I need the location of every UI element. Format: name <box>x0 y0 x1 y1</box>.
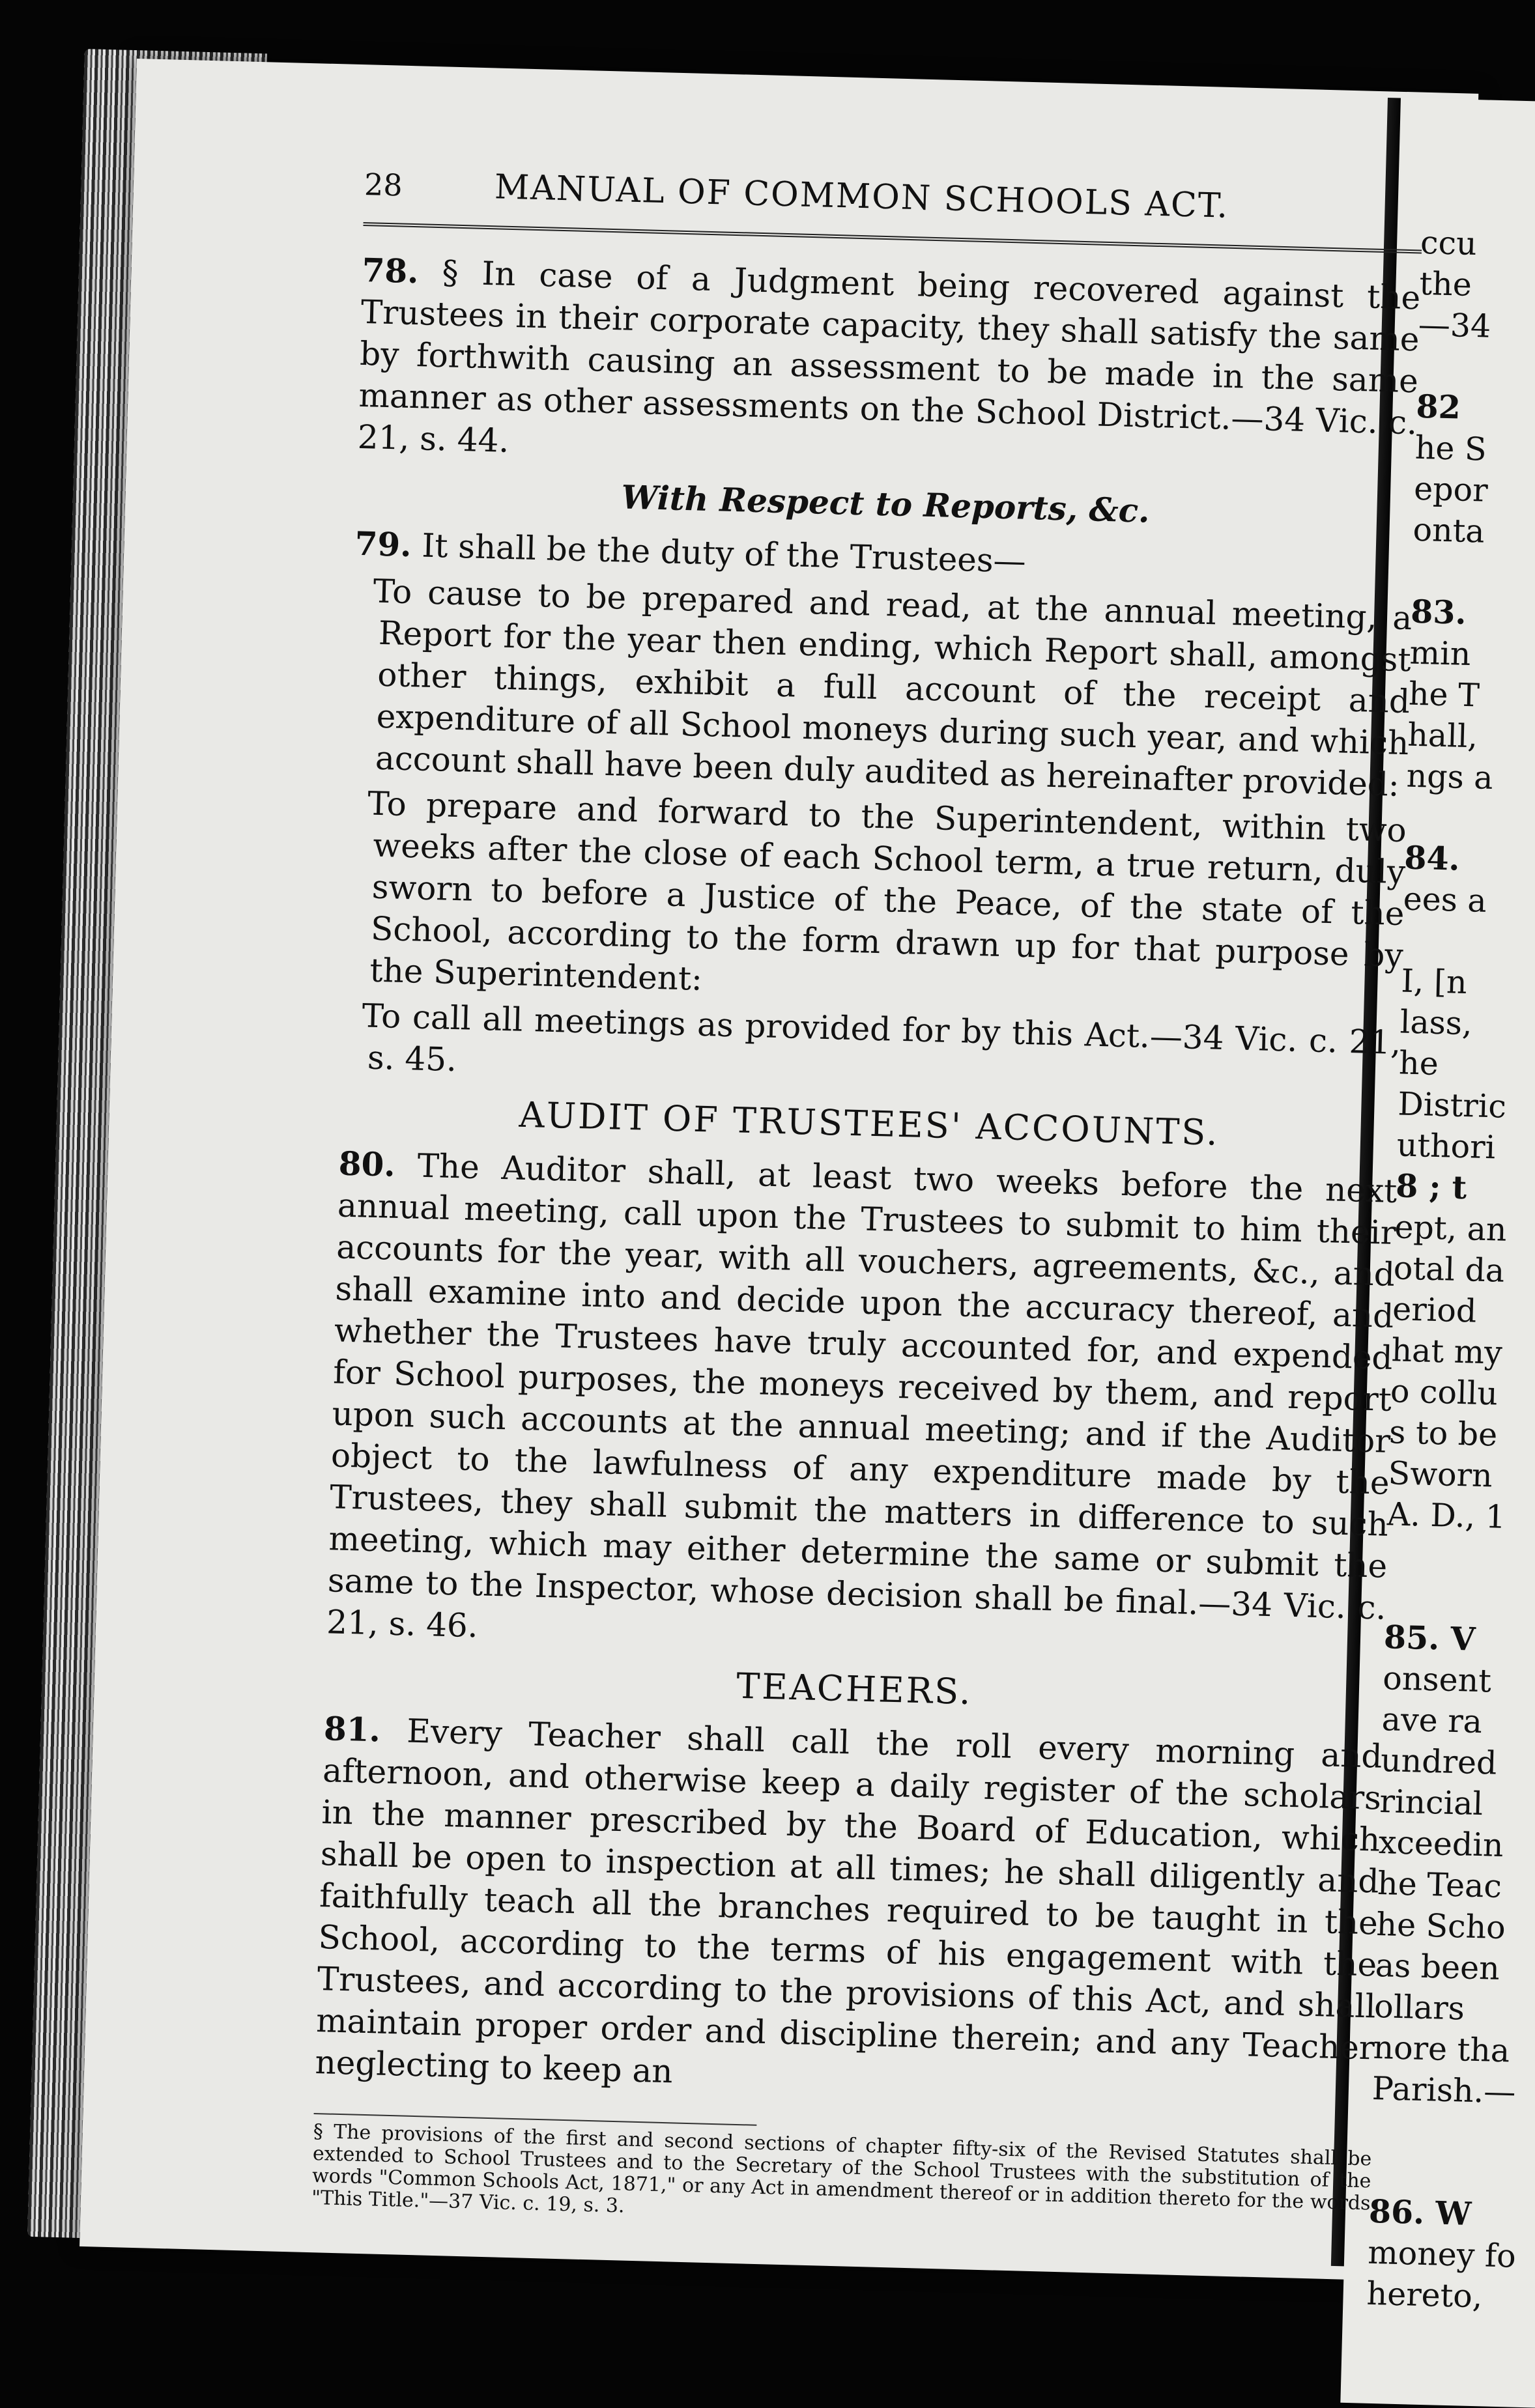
section-80 <box>326 1142 1398 1670</box>
facing-page-fragment: he T <box>1408 675 1480 715</box>
audit-heading: AUDIT OF TRUSTEES' ACCOUNTS. <box>518 1094 1220 1154</box>
facing-page-fragment: ollars <box>1373 1987 1465 2028</box>
page-text <box>311 163 1424 2237</box>
facing-page-fragment: the <box>1418 264 1472 304</box>
section-79-item: To call all meetings as provided for by this Act.—34 Vic. c. 21, s. 45. <box>361 997 1401 1079</box>
section-78 <box>357 249 1421 485</box>
section-text: In case of a Judgment being recovered against the Trustees in their corporate capacity, they shall satisfy the same by forthwith causing an assessment to be made in the same manner as other assessments on the School District.—34 Vic. c. 21, s. 44. <box>357 254 1421 460</box>
facing-page-fragment: he Teac <box>1377 1865 1502 1905</box>
page-number: 28 <box>364 166 403 203</box>
facing-page-fragment: hereto, <box>1366 2274 1484 2316</box>
facing-page-fragment: he S <box>1414 429 1487 468</box>
facing-page-fragment: 84. <box>1403 838 1461 878</box>
facing-page-fragment: o collu <box>1390 1372 1499 1413</box>
facing-page-fragment: I, [n <box>1400 962 1468 1002</box>
facing-page-fragment: —34 <box>1418 305 1491 345</box>
facing-page-fragment: rincial <box>1379 1783 1484 1823</box>
section-number: 80. <box>338 1144 396 1184</box>
facing-page-fragment: Parish.— <box>1371 2069 1517 2111</box>
facing-page-fragment <box>1362 1534 1535 1581</box>
section-79-item: To prepare and forward to the Superintendent, within two weeks after the close of each School term, a true return, duly sworn to before a Justice of the Peace, of the state of the School, according to the form drawn up for that purpose by the Superintendent: <box>367 784 1407 998</box>
facing-page-fragment: 86. W <box>1368 2192 1472 2233</box>
facing-page-fragment: Distric <box>1397 1085 1507 1126</box>
facing-page-fragment: eriod <box>1392 1290 1477 1330</box>
facing-page-fragment: ees a <box>1403 880 1487 920</box>
facing-page-fragment: ngs a <box>1406 757 1494 797</box>
footnote: § The provisions of the first and second sections of chapter fifty-six of the Revised Statutes shall be extended to School Trustees and to the Secretary of the School Trustees with the substitution of the words "Common Schools Act, 1871," or any Act in amendment thereof or in addition thereto for the words "This Title."—37 Vic. c. 19, s. 3. <box>311 2119 1372 2218</box>
facing-page-fragment: hall, <box>1407 716 1478 756</box>
facing-page-fragment: onsent <box>1382 1660 1492 1700</box>
facing-page-fragment <box>1346 2149 1535 2196</box>
section-number: 81. <box>323 1709 381 1749</box>
section-text: Every Teacher shall call the roll every morning and afternoon, and otherwise keep a daily register of the scholars in the manner prescribed by the Board of Education, which shall be open to inspection at all times; he shall diligently and faithfully teach all the branches required to be taught in the School, according to the terms of his engagement with the Trustees, and according to the provisions of this Act, and shall maintain proper order and discipline therein; and any Teacher neglecting to keep an <box>314 1712 1383 2091</box>
facing-page-fragment: ept, an <box>1394 1208 1508 1249</box>
facing-page-fragment: onta <box>1412 511 1485 550</box>
section-mark: § <box>441 253 459 292</box>
section-text: The Auditor shall, at least two weeks before the next annual meeting, call upon the Trustees to submit to him their accounts for the year, with all vouchers, agreements, &c., and shall examine into and decide upon the accuracy thereof, and whether the Trustees have truly accounted for, and expended for School purposes, the moneys received by them, and report upon such accounts at the annual meeting; and if the Auditor object to the lawfulness of any expenditure made by the Trustees, they shall submit the matters in difference to such meeting, which may either determine the same or submit the same to the Inspector, whose decision shall be final.—34 Vic. c. 21, s. 46. <box>326 1146 1398 1645</box>
facing-page-fragment: ccu <box>1420 223 1478 263</box>
facing-page-fragment: A. D., 1 <box>1386 1495 1506 1536</box>
facing-page-fragment: ave ra <box>1381 1701 1483 1741</box>
running-title: MANUAL OF COMMON SCHOOLS ACT. <box>494 167 1230 226</box>
facing-page-fragment: xceedin <box>1378 1824 1504 1865</box>
section-79-item: To cause to be prepared and read, at the annual meeting, a Report for the year then ending, which Report shall, amongst other things, exhibit a full account of the receipt and expenditure of all School moneys during such year, and which account shall have been duly audited as hereinafter provided: <box>373 572 1413 804</box>
facing-page-fragment: money fo <box>1367 2233 1517 2275</box>
section-81 <box>315 1708 1383 2110</box>
facing-page-fragment: he <box>1398 1044 1439 1083</box>
facing-page-fragment: he Scho <box>1375 1905 1506 1947</box>
facing-page-fragment: uthori <box>1396 1126 1497 1167</box>
facing-page-fragment: min <box>1409 634 1472 673</box>
facing-page-fragment: as been <box>1375 1946 1500 1987</box>
section-number: 78. <box>361 250 420 291</box>
facing-page-fragment: epor <box>1413 470 1489 509</box>
facing-page-fragment: 85. V <box>1383 1618 1476 1658</box>
facing-page-fragment <box>1361 1575 1535 1622</box>
teachers-heading: TEACHERS. <box>736 1665 973 1713</box>
section-number: 79. <box>354 524 412 565</box>
reports-heading: With Respect to Reports, &c. <box>620 477 1151 530</box>
facing-page-fragment: 82 <box>1415 387 1461 427</box>
section-text: It shall be the duty of the Trustees— <box>421 526 1027 580</box>
facing-page-fragment: 83. <box>1410 592 1467 632</box>
facing-page-fragment: nore tha <box>1372 2028 1510 2070</box>
facing-page-fragment: s to be <box>1388 1413 1498 1454</box>
facing-page-fragment: 8 ; t <box>1395 1167 1467 1207</box>
facing-page-fragment: otal da <box>1393 1249 1505 1290</box>
facing-page-fragment <box>1347 2108 1535 2155</box>
facing-page-fragment: Sworn <box>1387 1454 1493 1495</box>
facing-page-fragment: hat my <box>1390 1331 1503 1372</box>
facing-page-fragment: lass, <box>1399 1003 1473 1043</box>
facing-page-fragment: undred <box>1380 1742 1498 1782</box>
